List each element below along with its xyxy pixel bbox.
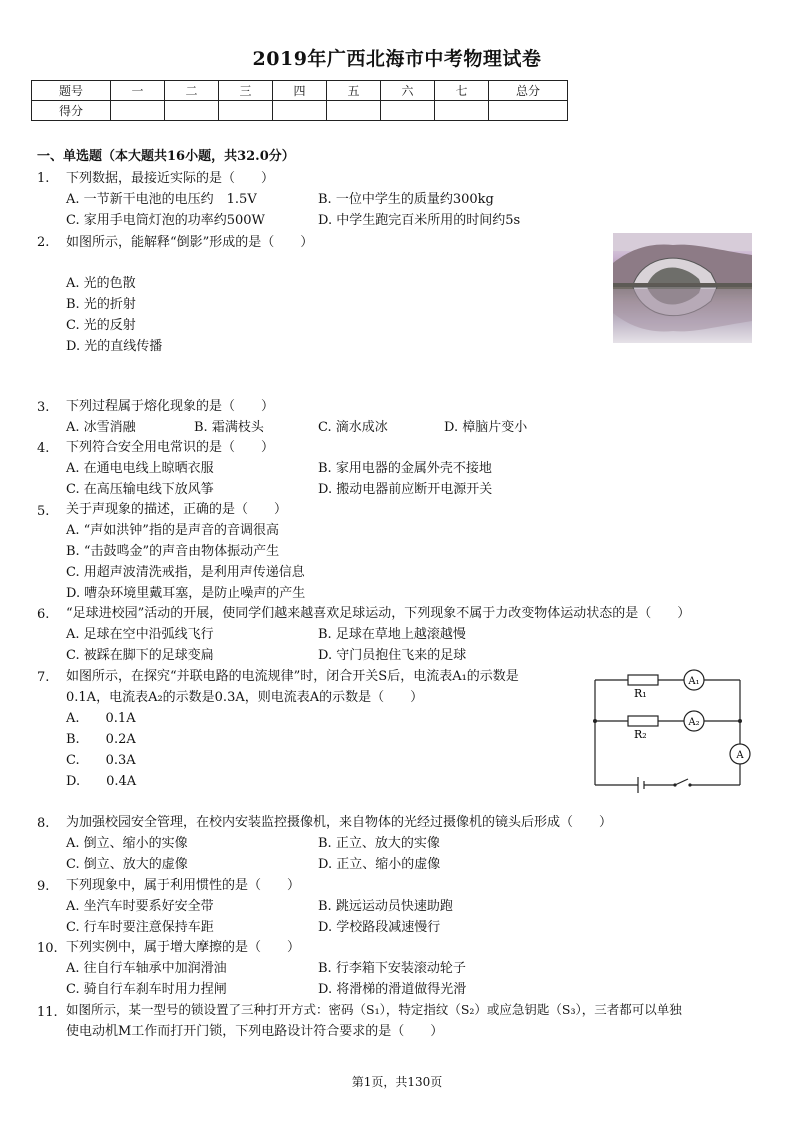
option-c: C. 行车时要注意保持车距 [66,920,214,935]
ammeter-a1-label: A₁ [688,676,700,687]
option-a: A. 一节新干电池的电压约 1.5V [66,192,257,207]
option-a: A. 足球在空中沿弧线飞行 [66,627,214,642]
option-a: A. 倒立、缩小的实像 [66,836,188,851]
table-cell: 题号 [32,81,111,101]
question-number: 7. [37,670,50,685]
question-number: 4. [37,441,50,456]
question-number: 5. [37,504,50,519]
table-cell [327,101,381,121]
table-cell [219,101,273,121]
option-b: B. 跳远运动员快速助跑 [318,899,453,914]
option-d: D. 守门员抱住飞来的足球 [318,648,467,663]
option-b: B. 霜满枝头 [194,420,264,435]
table-cell: 三 [219,81,273,101]
option-b: B. 正立、放大的实像 [318,836,440,851]
resistor-r2-label: R₂ [634,728,647,741]
table-cell: 四 [273,81,327,101]
option-d: D. 搬动电器前应断开电源开关 [318,482,493,497]
question-number: 9. [37,879,50,894]
table-cell: 五 [327,81,381,101]
resistor-r1-label: R₁ [634,687,647,700]
table-cell: 一 [111,81,165,101]
option-d: D. 中学生跑完百米所用的时间约5s [318,213,521,228]
option-b: B. 行李箱下安装滚动轮子 [318,961,466,976]
question-number: 11. [37,1005,58,1020]
table-cell [111,101,165,121]
parallel-circuit-diagram [590,665,770,800]
table-cell [381,101,435,121]
option-b: B. 家用电器的金属外壳不接地 [318,461,492,476]
table-cell [435,101,489,121]
table-cell [273,101,327,121]
bridge-reflection-photo [613,233,752,343]
table-cell: 七 [435,81,489,101]
option-a: A. 0.1A [66,711,136,726]
option-b: B. 0.2A [66,732,136,747]
question-number: 2. [37,235,50,250]
option-b: B. 足球在草地上越滚越慢 [318,627,466,642]
question-stem: 如图所示，某一型号的锁设置了三种打开方式：密码（S₁），特定指纹（S₂）或应急钥匙（S₃），三者都可以单独 [66,1002,682,1017]
section-heading: 一、单选题（本大题共16小题，共32.0分） [37,149,295,164]
table-cell: 总分 [489,81,568,101]
question-stem: 下列现象中，属于利用惯性的是（ ） [66,878,301,893]
option-c: C. 倒立、放大的虚像 [66,857,188,872]
question-stem: 如图所示，能解释“倒影”形成的是（ ） [66,235,314,250]
option-a: A. 在通电电线上晾晒衣服 [66,461,214,476]
question-number: 1. [37,171,50,186]
question-number: 10. [37,941,58,956]
score-table [31,80,568,121]
option-c: C. 用超声波清洗戒指，是利用声传递信息 [66,565,305,580]
question-stem: 下列实例中，属于增大摩擦的是（ ） [66,940,301,955]
ammeter-a-label: A [736,750,744,761]
question-number: 6. [37,607,50,622]
option-c: C. 0.3A [66,753,136,768]
question-stem: 关于声现象的描述，正确的是（ ） [66,502,288,517]
option-d: D. 光的直线传播 [66,339,163,354]
option-a: A. 冰雪消融 [66,420,136,435]
question-number: 8. [37,816,50,831]
option-c: C. 家用手电筒灯泡的功率约500W [66,213,265,228]
page-title: 2019年广西北海市中考物理试卷 [252,48,542,70]
question-stem: 0.1A，电流表A₂的示数是0.3A，则电流表A的示数是（ ） [66,690,424,705]
option-a: A. 光的色散 [66,276,136,291]
table-cell [165,101,219,121]
option-c: C. 被踩在脚下的足球变扁 [66,648,214,663]
score-table-header-row [32,81,568,101]
option-c: C. 滴水成冰 [318,420,388,435]
page-footer: 第1页，共130页 [351,1075,443,1089]
question-stem: 如图所示，在探究“并联电路的电流规律”时，闭合开关S后，电流表A₁的示数是 [66,669,519,684]
option-d: D. 正立、缩小的虚像 [318,857,441,872]
option-b: B. 光的折射 [66,297,136,312]
question-stem: 下列符合安全用电常识的是（ ） [66,440,275,455]
question-stem: 为加强校园安全管理，在校内安装监控摄像机，来自物体的光经过摄像机的镜头后形成（ ） [66,815,613,830]
option-d: D. 学校路段减速慢行 [318,920,441,935]
question-stem: “足球进校园”活动的开展，使同学们越来越喜欢足球运动，下列现象不属于力改变物体运动状态的是（ ） [66,606,691,621]
option-d: D. 樟脑片变小 [444,420,528,435]
question-stem: 使电动机M工作而打开门锁，下列电路设计符合要求的是（ ） [66,1024,444,1039]
table-cell: 得分 [32,101,111,121]
question-stem: 下列数据，最接近实际的是（ ） [66,171,275,186]
option-a: A. 往自行车轴承中加润滑油 [66,961,227,976]
question-number: 3. [37,400,50,415]
ammeter-a2-label: A₂ [688,717,700,728]
option-b: B. “击鼓鸣金”的声音由物体振动产生 [66,544,280,559]
option-c: C. 在高压输电线下放风筝 [66,482,214,497]
table-cell: 二 [165,81,219,101]
option-c: C. 骑自行车刹车时用力捏闸 [66,982,227,997]
option-a: A. “声如洪钟”指的是声音的音调很高 [66,523,279,538]
table-cell: 六 [381,81,435,101]
question-stem: 下列过程属于熔化现象的是（ ） [66,399,275,414]
option-b: B. 一位中学生的质量约300kg [318,192,494,207]
option-d: D. 0.4A [66,774,137,789]
option-a: A. 坐汽车时要系好安全带 [66,899,214,914]
score-table-score-row [32,101,568,121]
option-d: D. 将滑梯的滑道做得光滑 [318,982,467,997]
option-c: C. 光的反射 [66,318,136,333]
option-d: D. 嘈杂环境里戴耳塞，是防止噪声的产生 [66,586,306,601]
table-cell [489,101,568,121]
